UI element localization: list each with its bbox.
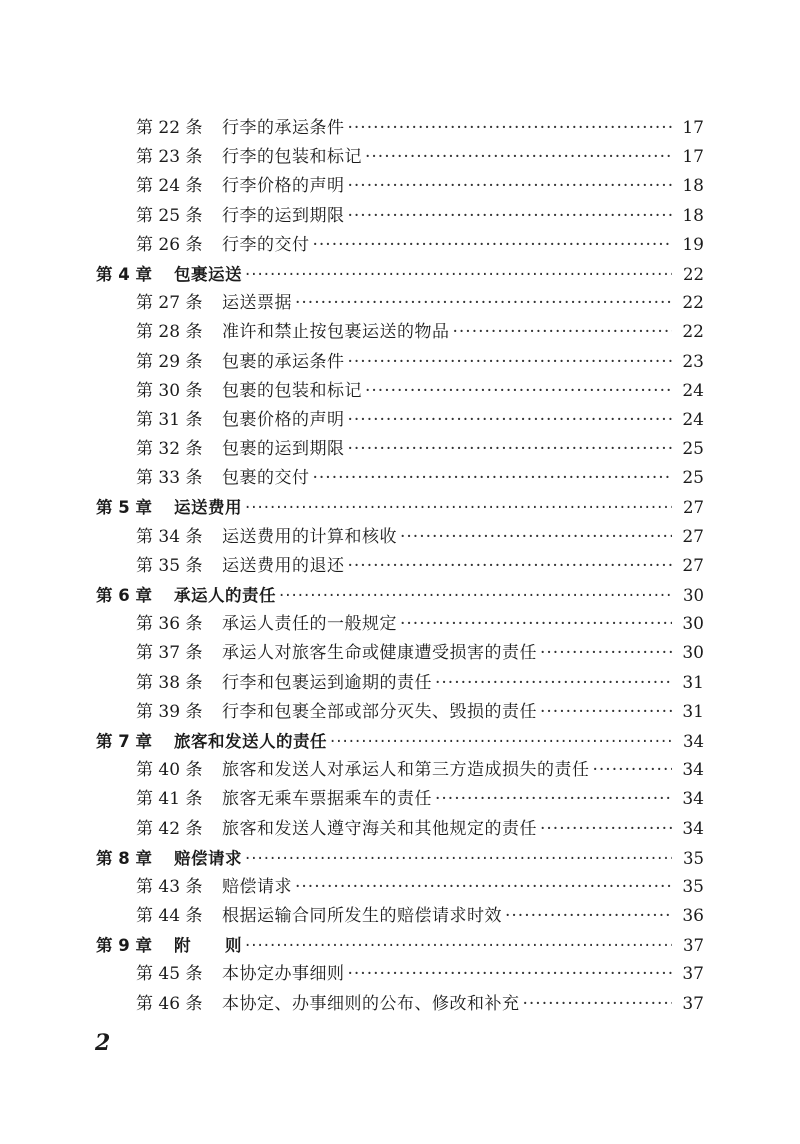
entry-page: 37: [682, 993, 704, 1014]
chapter-page: 35: [683, 848, 704, 868]
dot-leader: [505, 902, 672, 931]
toc-entry[interactable]: [96, 172, 704, 201]
entry-page: 23: [682, 351, 704, 372]
chapter-number: 第 9 章: [96, 936, 152, 956]
entry-page: 24: [682, 380, 704, 401]
toc-entry[interactable]: [96, 143, 704, 172]
entry-number: 第 30 条: [136, 380, 203, 401]
entry-number: 第 46 条: [136, 993, 203, 1014]
chapter-title: 旅客和发送人的责任: [174, 731, 327, 751]
entry-title: 行李的运到期限: [222, 205, 345, 226]
entry-page: 18: [682, 205, 704, 226]
toc-entry[interactable]: [96, 231, 704, 260]
toc-entry[interactable]: [96, 873, 704, 902]
toc-entry[interactable]: [96, 406, 704, 435]
dot-leader: [540, 815, 672, 844]
entry-number: 第 24 条: [136, 176, 203, 197]
entry-number: 第 29 条: [136, 351, 203, 372]
entry-title: 赔偿请求: [222, 876, 292, 897]
entry-number: 第 32 条: [136, 439, 203, 460]
toc-entry[interactable]: [96, 202, 704, 231]
chapter-title: 承运人的责任: [174, 586, 276, 605]
toc-entry[interactable]: [96, 289, 704, 318]
entry-title: 包裹的交付: [222, 468, 310, 489]
entry-number: 第 37 条: [136, 643, 203, 664]
entry-page: 22: [682, 293, 704, 314]
entry-title: 根据运输合同所发生的赔偿请求时效: [222, 906, 502, 927]
toc-entry[interactable]: [96, 698, 704, 727]
entry-page: 17: [682, 118, 704, 138]
entry-title: 旅客和发送人遵守海关和其他规定的责任: [222, 818, 537, 839]
entry-title: 准许和禁止按包裹运送的物品: [222, 322, 450, 343]
entry-title: 包裹的承运条件: [222, 351, 345, 372]
entry-title: 包裹价格的声明: [222, 409, 345, 430]
chapter-title: 运送费用: [174, 498, 242, 518]
entry-page: 34: [682, 760, 704, 781]
entry-page: 30: [682, 643, 704, 664]
dot-leader: [540, 639, 672, 668]
toc-entry[interactable]: [96, 785, 704, 814]
entry-page: 25: [682, 439, 704, 460]
entry-number: 第 39 条: [136, 701, 203, 722]
dot-leader: [523, 990, 673, 1019]
entry-page: 27: [682, 526, 704, 547]
chapter-number: 第 8 章: [96, 848, 152, 868]
dot-leader: [400, 523, 672, 552]
chapter-page: 27: [683, 498, 704, 518]
entry-page: 18: [682, 176, 704, 197]
toc-entry[interactable]: [96, 902, 704, 931]
entry-page: 24: [682, 409, 704, 430]
entry-number: 第 31 条: [136, 409, 203, 430]
entry-title: 运送费用的退还: [222, 555, 345, 576]
toc-entry[interactable]: [96, 552, 704, 581]
entry-number: 第 36 条: [136, 614, 203, 635]
entry-number: 第 44 条: [136, 906, 203, 927]
entry-number: 第 27 条: [136, 293, 203, 314]
dot-leader: [435, 785, 672, 814]
chapter-number: 第 4 章: [96, 264, 152, 284]
entry-page: 31: [682, 701, 704, 722]
dot-leader: [348, 114, 673, 143]
toc-entry[interactable]: [96, 990, 704, 1019]
entry-number: 第 34 条: [136, 526, 203, 547]
toc-entry[interactable]: [96, 960, 704, 989]
dot-leader: [313, 231, 673, 260]
dot-leader: [348, 435, 673, 464]
chapter-title: 附 则: [174, 936, 242, 956]
toc-chapter[interactable]: [96, 260, 704, 289]
dot-leader: [245, 260, 672, 289]
entry-number: 第 28 条: [136, 322, 203, 343]
toc-entry[interactable]: [96, 610, 704, 639]
entry-page: 22: [682, 322, 704, 343]
entry-page: 35: [682, 876, 704, 897]
entry-number: 第 22 条: [136, 118, 203, 138]
entry-page: 37: [682, 964, 704, 985]
dot-leader: [453, 318, 673, 347]
toc-chapter[interactable]: [96, 493, 704, 522]
dot-leader: [245, 931, 672, 960]
entry-page: 34: [682, 818, 704, 839]
chapter-title: 包裹运送: [174, 264, 242, 284]
dot-leader: [348, 202, 673, 231]
dot-leader: [245, 844, 672, 873]
entry-title: 行李的包装和标记: [222, 147, 362, 168]
entry-number: 第 42 条: [136, 818, 203, 839]
entry-title: 行李的交付: [222, 234, 310, 255]
chapter-number: 第 7 章: [96, 731, 152, 751]
entry-title: 行李价格的声明: [222, 176, 345, 197]
entry-page: 31: [682, 672, 704, 693]
chapter-title: 赔偿请求: [174, 848, 242, 868]
chapter-page: 34: [683, 731, 704, 751]
dot-leader: [348, 960, 673, 989]
entry-page: 27: [682, 555, 704, 576]
chapter-number: 第 5 章: [96, 498, 152, 518]
dot-leader: [279, 581, 672, 610]
entry-title: 旅客无乘车票据乘车的责任: [222, 789, 432, 810]
chapter-page: 30: [683, 586, 704, 605]
entry-page: 19: [682, 234, 704, 255]
toc-entry[interactable]: [96, 464, 704, 493]
dot-leader: [435, 669, 672, 698]
toc-entry[interactable]: [96, 639, 704, 668]
toc-entry[interactable]: [96, 318, 704, 347]
entry-title: 行李和包裹运到逾期的责任: [222, 672, 432, 693]
entry-title: 运送费用的计算和核收: [222, 526, 397, 547]
entry-number: 第 33 条: [136, 468, 203, 489]
entry-title: 包裹的运到期限: [222, 439, 345, 460]
dot-leader: [365, 377, 672, 406]
toc-entry[interactable]: [96, 523, 704, 552]
dot-leader: [348, 552, 673, 581]
dot-leader: [593, 756, 673, 785]
entry-title: 本协定办事细则: [222, 964, 345, 985]
entry-number: 第 45 条: [136, 964, 203, 985]
dot-leader: [348, 406, 673, 435]
entry-title: 行李的承运条件: [222, 118, 345, 138]
entry-page: 36: [682, 906, 704, 927]
entry-number: 第 25 条: [136, 205, 203, 226]
entry-page: 17: [682, 147, 704, 168]
entry-title: 运送票据: [222, 293, 292, 314]
entry-page: 25: [682, 468, 704, 489]
entry-number: 第 43 条: [136, 876, 203, 897]
entry-page: 30: [682, 614, 704, 635]
dot-leader: [295, 289, 672, 318]
entry-number: 第 40 条: [136, 760, 203, 781]
dot-leader: [245, 493, 672, 522]
entry-title: 行李和包裹全部或部分灭失、毁损的责任: [222, 701, 537, 722]
entry-number: 第 35 条: [136, 555, 203, 576]
toc-entry[interactable]: [96, 815, 704, 844]
entry-number: 第 23 条: [136, 147, 203, 168]
toc-chapter[interactable]: [96, 581, 704, 610]
entry-title: 本协定、办事细则的公布、修改和补充: [222, 993, 520, 1014]
toc-chapter[interactable]: [96, 844, 704, 873]
dot-leader: [348, 348, 673, 377]
chapter-page: 37: [683, 936, 704, 956]
table-of-contents: [96, 114, 704, 1019]
entry-title: 承运人责任的一般规定: [222, 614, 397, 635]
toc-entry[interactable]: [96, 377, 704, 406]
entry-title: 包裹的包装和标记: [222, 380, 362, 401]
dot-leader: [330, 727, 672, 756]
entry-title: 承运人对旅客生命或健康遭受损害的责任: [222, 643, 537, 664]
dot-leader: [295, 873, 672, 902]
entry-number: 第 26 条: [136, 234, 203, 255]
toc-entry[interactable]: [96, 435, 704, 464]
dot-leader: [540, 698, 672, 727]
entry-number: 第 38 条: [136, 672, 203, 693]
page-number: 2: [95, 1030, 111, 1056]
toc-chapter[interactable]: [96, 931, 704, 960]
entry-number: 第 41 条: [136, 789, 203, 810]
toc-entry[interactable]: [96, 114, 704, 143]
dot-leader: [400, 610, 672, 639]
chapter-page: 22: [683, 264, 704, 284]
dot-leader: [365, 143, 672, 172]
toc-entry[interactable]: [96, 348, 704, 377]
chapter-number: 第 6 章: [96, 586, 152, 605]
dot-leader: [313, 464, 673, 493]
entry-page: 34: [682, 789, 704, 810]
toc-entry[interactable]: [96, 756, 704, 785]
toc-chapter[interactable]: [96, 727, 704, 756]
dot-leader: [348, 172, 673, 201]
toc-entry[interactable]: [96, 669, 704, 698]
entry-title: 旅客和发送人对承运人和第三方造成损失的责任: [222, 760, 590, 781]
